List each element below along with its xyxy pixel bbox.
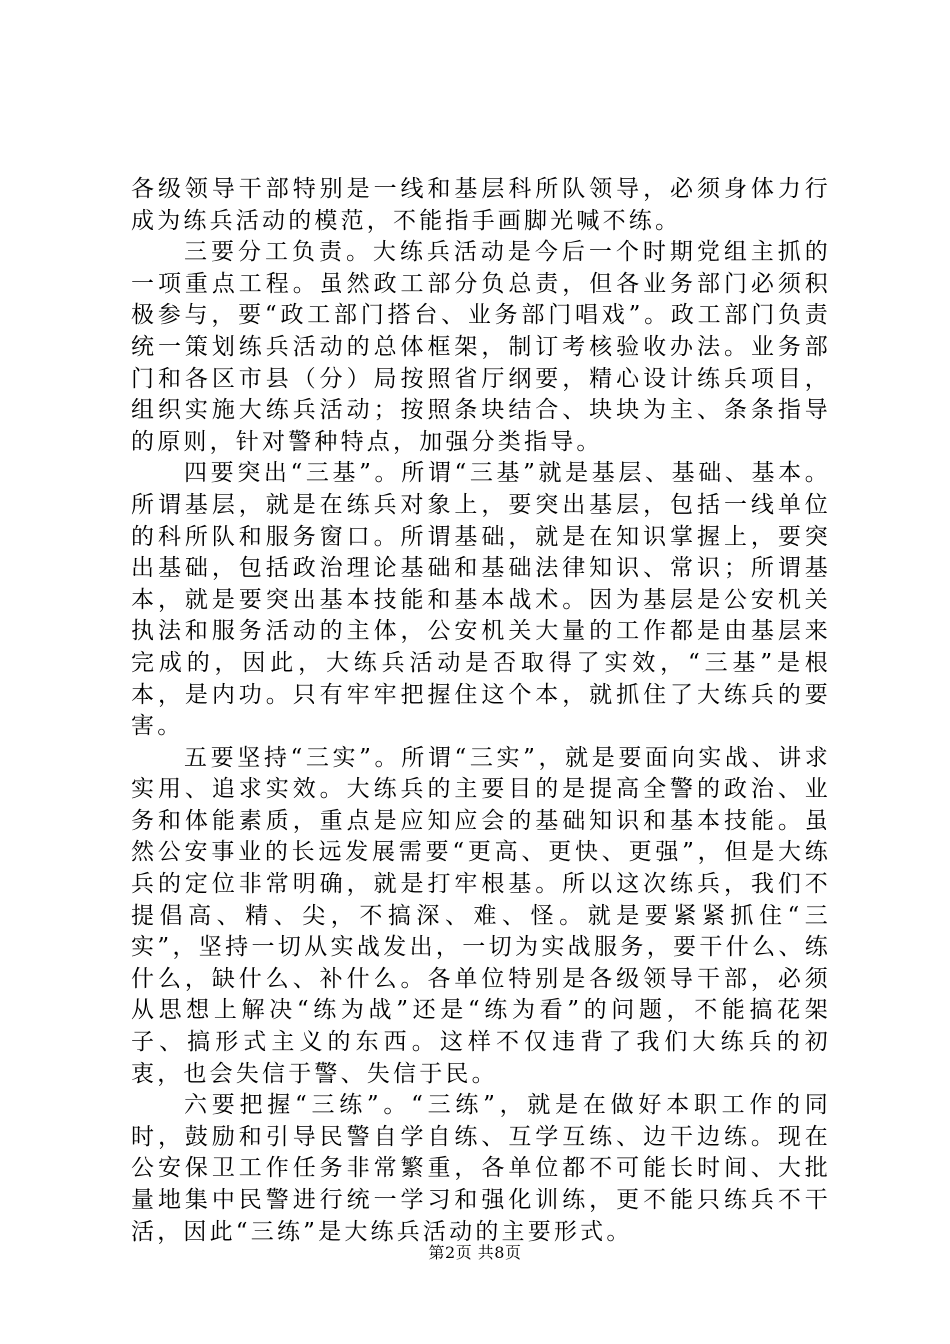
paragraph-1: 各级领导干部特别是一线和基层科所队领导，必须身体力行成为练兵活动的模范，不能指手画脚光喊不练。 [131,176,831,234]
paragraph-2: 三要分工负责。大练兵活动是今后一个时期党组主抓的一项重点工程。虽然政工部分负总责，但各业务部门必须积极参与，要“政工部门搭台、业务部门唱戏”。政工部门负责统一策划练兵活动的总体框架，制订考核验收办法。业务部门和各区市县（分）局按照省厅纲要，精心设计练兵项目，组织实施大练兵活动；按照条块结合、块块为主、条条指导的原则，针对警种特点，加强分类指导。 [131,239,831,455]
page-footer [0,1243,950,1263]
paragraph-4: 五要坚持“三实”。所谓“三实”，就是要面向实战、讲求实用、追求实效。大练兵的主要目的是提高全警的政治、业务和体能素质，重点是应知应会的基础知识和基本技能。虽然公安事业的长远发展需要“更高、更快、更强”，但是大练兵的定位非常明确，就是打牢根基。所以这次练兵，我们不提倡高、精、尖，不搞深、难、怪。就是要紧紧抓住“三实”，坚持一切从实战发出，一切为实战服务，要干什么、练什么，缺什么、补什么。各单位特别是各级领导干部，必须从思想上解决“练为战”还是“练为看”的问题，不能搞花架子、搞形式主义的东西。这样不仅违背了我们大练兵的初衷，也会失信于警、失信于民。 [131,744,831,1087]
page-number-label: 第2页 共8页 [428,1243,522,1262]
paragraph-3: 四要突出“三基”。所谓“三基”就是基层、基础、基本。所谓基层，就是在练兵对象上，要突出基层，包括一线单位的科所队和服务窗口。所谓基础，就是在知识掌握上，要突出基础，包括政治理论基础和基础法律知识、常识；所谓基本，就是要突出基本技能和基本战术。因为基层是公安机关执法和服务活动的主体，公安机关大量的工作都是由基层来完成的，因此，大练兵活动是否取得了实效，“三基”是根本，是内功。只有牢牢把握住这个本，就抓住了大练兵的要害。 [131,460,831,740]
paragraph-5: 六要把握“三练”。“三练”，就是在做好本职工作的同时，鼓励和引导民警自学自练、互学互练、边干边练。现在公安保卫工作任务非常繁重，各单位都不可能长时间、大批量地集中民警进行统一学习和强化训练，更不能只练兵不干活，因此“三练”是大练兵活动的主要形式。 [131,1092,831,1245]
document-body [131,174,831,1248]
